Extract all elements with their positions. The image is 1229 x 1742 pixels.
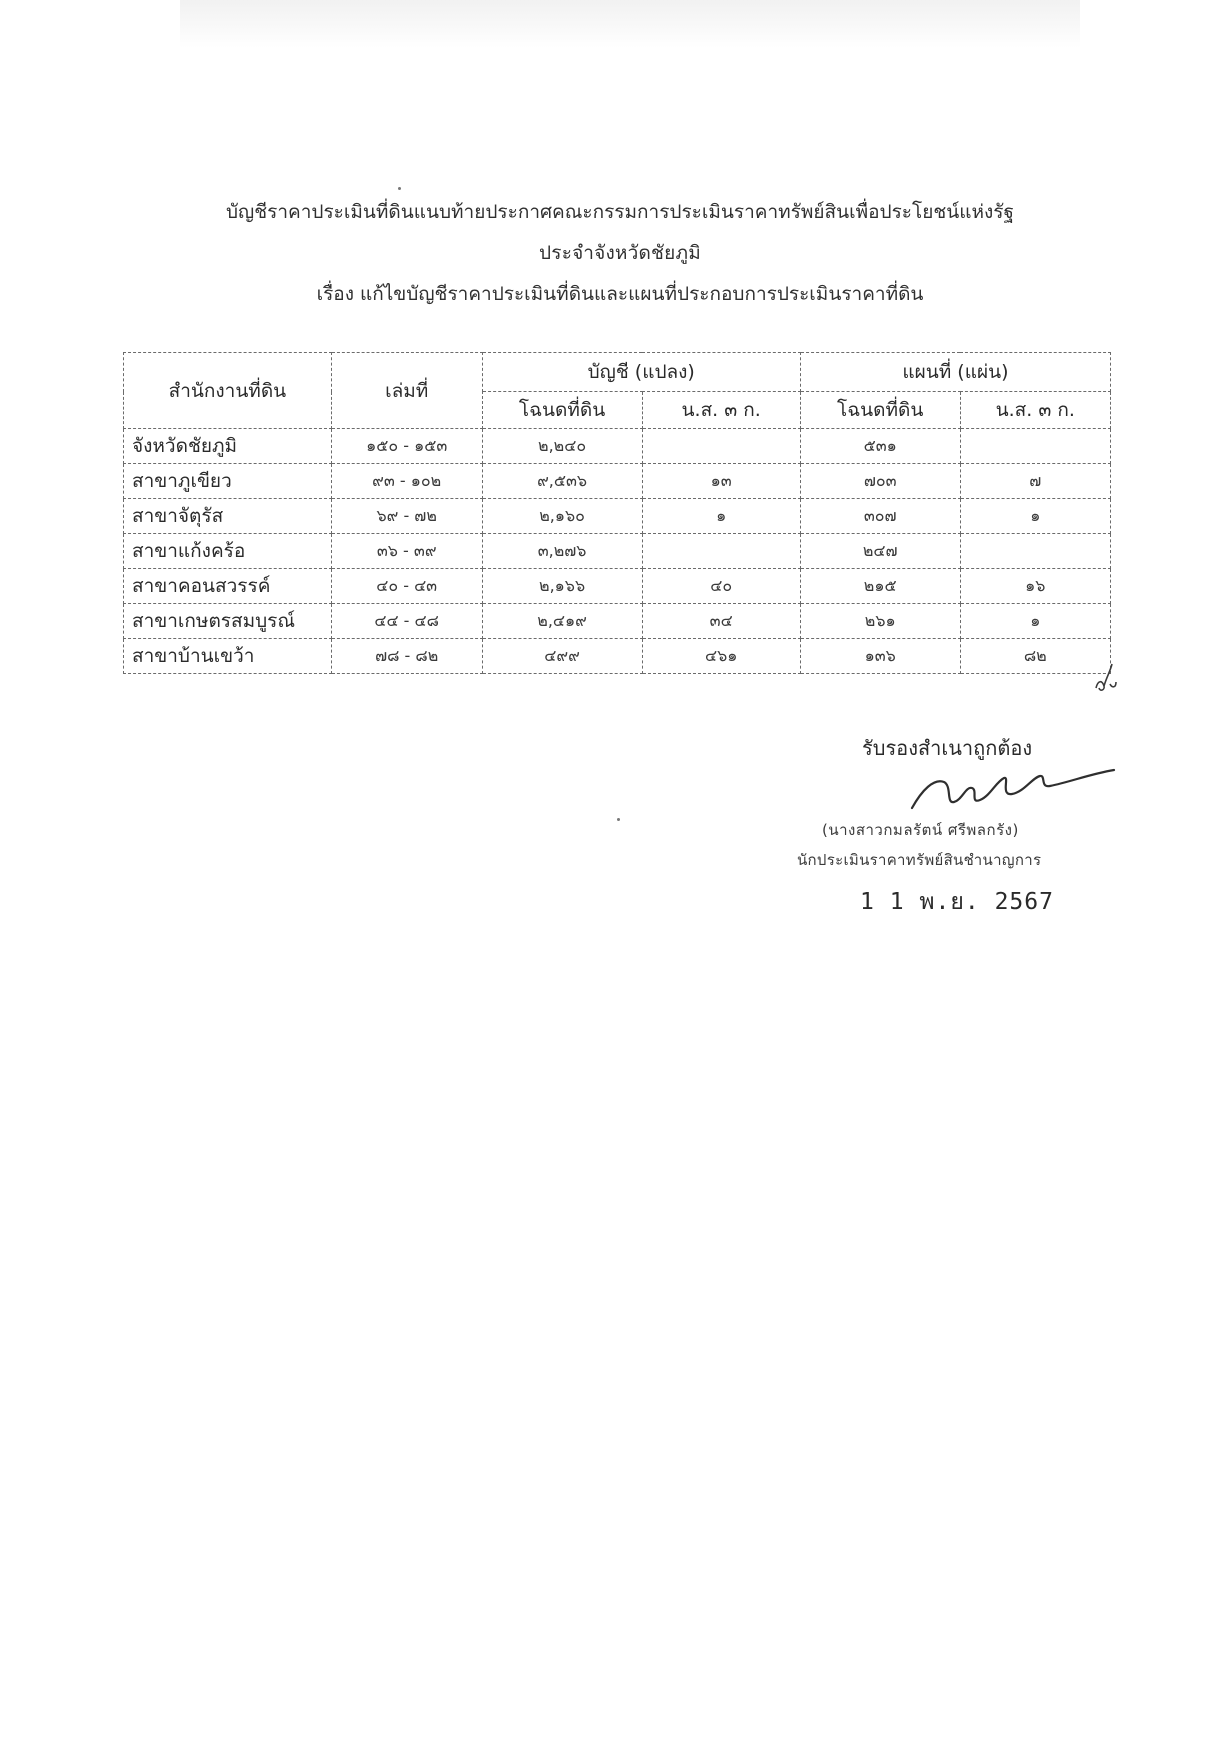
cell-map-ns3k (960, 429, 1110, 464)
document-title-block (100, 192, 1140, 315)
cell-map-ns3k (960, 534, 1110, 569)
cell-account-deed: ๙,๕๓๖ (482, 464, 642, 499)
cell-office: สาขาคอนสวรรค์ (124, 569, 332, 604)
cell-account-deed: ๔๙๙ (482, 639, 642, 674)
header-account-title-deed: โฉนดที่ดิน (482, 392, 642, 429)
header-map-ns3k: น.ส. ๓ ก. (960, 392, 1110, 429)
cell-account-ns3k: ๔๖๑ (642, 639, 800, 674)
table-row (124, 464, 1111, 499)
signer-name: (นางสาวกมลรัตน์ ศรีพลกรัง) (822, 821, 1019, 839)
cell-volume: ๖๙ - ๗๒ (331, 499, 482, 534)
land-price-table (123, 352, 1111, 674)
cell-map-ns3k: ๑ (960, 499, 1110, 534)
cell-account-deed: ๒,๑๖๐ (482, 499, 642, 534)
date-stamp: 1 1 พ.ย. 2567 (860, 889, 1054, 915)
title-line-3: เรื่อง แก้ไขบัญชีราคาประเมินที่ดินและแผนที่ประกอบการประเมินราคาที่ดิน (316, 283, 924, 305)
cell-office: สาขาเกษตรสมบูรณ์ (124, 604, 332, 639)
bleed-through-shadow (180, 0, 1080, 48)
table-row (124, 604, 1111, 639)
cell-map-deed: ๓๐๗ (800, 499, 960, 534)
header-volume: เล่มที่ (331, 353, 482, 429)
cell-account-deed: ๒,๑๖๖ (482, 569, 642, 604)
table-row (124, 499, 1111, 534)
cell-office: สาขาแก้งคร้อ (124, 534, 332, 569)
cell-office: สาขาบ้านเขว้า (124, 639, 332, 674)
cell-volume: ๔๐ - ๔๓ (331, 569, 482, 604)
cell-account-deed: ๒,๔๑๙ (482, 604, 642, 639)
header-map-title-deed: โฉนดที่ดิน (800, 392, 960, 429)
header-account-group: บัญชี (แปลง) (482, 353, 800, 392)
table-row (124, 569, 1111, 604)
cell-map-ns3k: ๗ (960, 464, 1110, 499)
cell-volume: ๗๘ - ๘๒ (331, 639, 482, 674)
cell-map-ns3k: ๑ (960, 604, 1110, 639)
cell-volume: ๙๓ - ๑๐๒ (331, 464, 482, 499)
header-map-group: แผนที่ (แผ่น) (800, 353, 1110, 392)
cell-map-deed: ๑๓๖ (800, 639, 960, 674)
cell-account-ns3k (642, 534, 800, 569)
cell-map-deed: ๒๑๕ (800, 569, 960, 604)
cell-map-deed: ๗๐๓ (800, 464, 960, 499)
cell-map-ns3k: ๑๖ (960, 569, 1110, 604)
table-header-row (124, 353, 1111, 392)
cell-account-ns3k: ๑๓ (642, 464, 800, 499)
scan-speck (398, 187, 401, 190)
scan-speck (617, 818, 620, 821)
title-line-1: บัญชีราคาประเมินที่ดินแนบท้ายประกาศคณะกรรมการประเมินราคาทรัพย์สินเพื่อประโยชน์แห่งรัฐ (226, 201, 1014, 223)
cell-volume: ๑๕๐ - ๑๕๓ (331, 429, 482, 464)
cell-account-deed: ๒,๒๔๐ (482, 429, 642, 464)
cell-map-deed: ๒๖๑ (800, 604, 960, 639)
cell-map-deed: ๕๓๑ (800, 429, 960, 464)
cell-map-deed: ๒๔๗ (800, 534, 960, 569)
cell-office: สาขาจัตุรัส (124, 499, 332, 534)
table-row (124, 429, 1111, 464)
signer-position: นักประเมินราคาทรัพย์สินชำนาญการ (797, 851, 1042, 869)
table-row (124, 534, 1111, 569)
cell-account-ns3k: ๔๐ (642, 569, 800, 604)
header-office: สำนักงานที่ดิน (124, 353, 332, 429)
cell-volume: ๔๔ - ๔๘ (331, 604, 482, 639)
initials-mark (1092, 658, 1120, 698)
cell-office: สาขาภูเขียว (124, 464, 332, 499)
cell-map-ns3k: ๘๒ (960, 639, 1110, 674)
cell-account-ns3k: ๑ (642, 499, 800, 534)
certified-copy-label: รับรองสำเนาถูกต้อง (862, 736, 1033, 760)
cell-office: จังหวัดชัยภูมิ (124, 429, 332, 464)
cell-volume: ๓๖ - ๓๙ (331, 534, 482, 569)
table-row (124, 639, 1111, 674)
handwritten-signature (900, 760, 1120, 820)
title-line-2: ประจำจังหวัดชัยภูมิ (539, 242, 701, 264)
header-account-ns3k: น.ส. ๓ ก. (642, 392, 800, 429)
cell-account-ns3k: ๓๔ (642, 604, 800, 639)
cell-account-deed: ๓,๒๗๖ (482, 534, 642, 569)
cell-account-ns3k (642, 429, 800, 464)
